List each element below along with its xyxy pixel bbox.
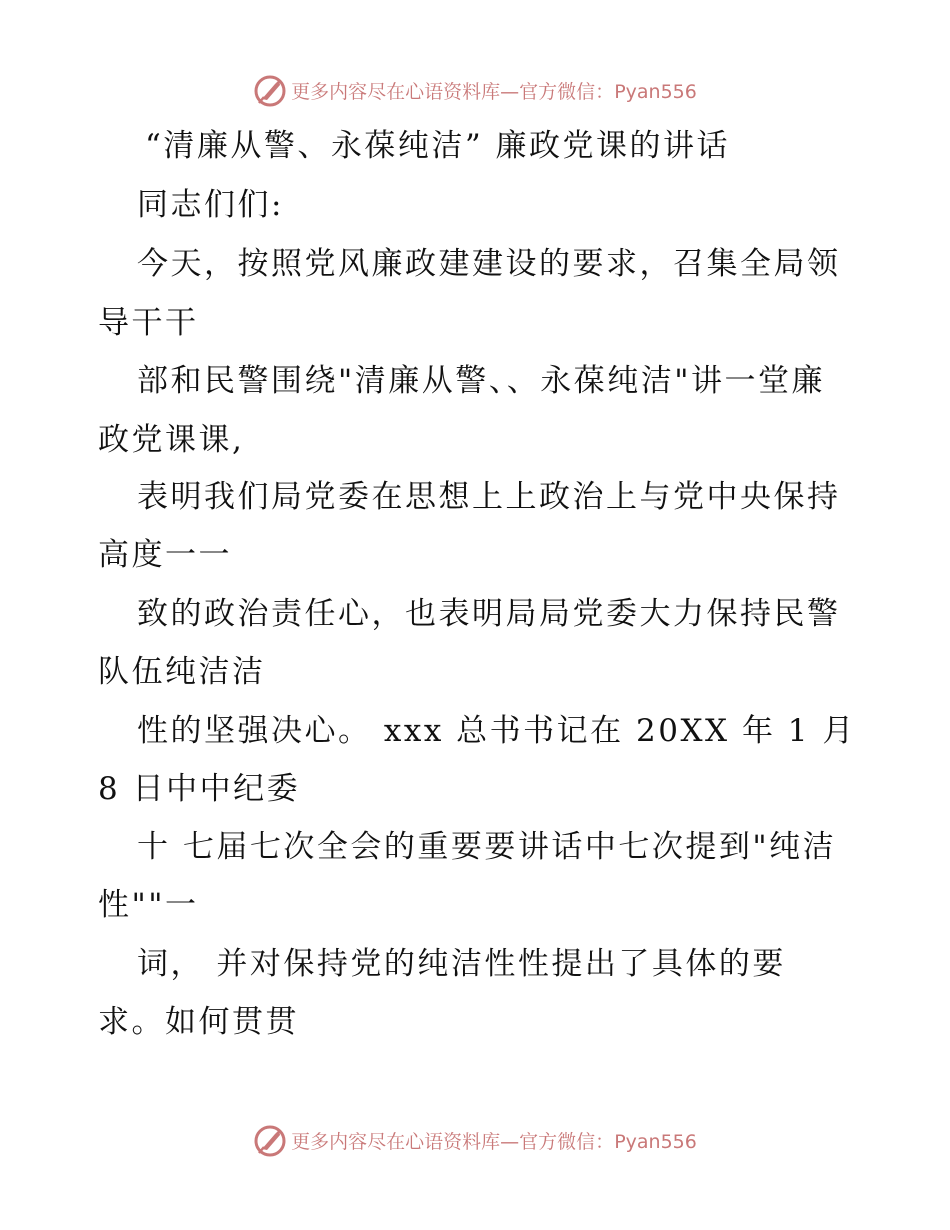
text-line: 今天，按照党风廉政建建设的要求，召集全局领 xyxy=(137,246,841,282)
text-line: 十 七届七次全会的重要要讲话中七次提到"纯洁 xyxy=(137,829,837,865)
footer-watermark xyxy=(0,1120,950,1160)
text-line: 政党课课, xyxy=(98,422,245,458)
text-line: 性""一 xyxy=(98,887,199,923)
text-line: 导干干 xyxy=(98,305,199,341)
text-line: 队伍纯洁洁 xyxy=(98,654,266,690)
text-line: 高度一一 xyxy=(98,537,232,573)
watermark-text: 更多内容尽在心语资料库—官方微信：Pyan556 xyxy=(291,1130,697,1153)
text-line: 表明我们局党委在思想上上政治上与党中央保持 xyxy=(137,479,841,515)
watermark-text: 更多内容尽在心语资料库—官方微信：Pyan556 xyxy=(291,80,697,103)
text-line: 求。如何贯贯 xyxy=(98,1004,299,1040)
text-line: 性的坚强决心。 xxx 总书书记在 20XX 年 1 月 xyxy=(137,713,856,749)
text-line: 8 日中中纪委 xyxy=(98,771,301,807)
document-title: “清廉从警、永葆纯洁” 廉政党课的讲话 xyxy=(145,128,731,164)
pen-logo-icon xyxy=(253,1123,287,1157)
greeting: 同志们们: xyxy=(137,187,284,223)
text-line: 部和民警围绕"清廉从警、、永葆纯洁"讲一堂廉 xyxy=(137,363,826,399)
text-line: 词， 并对保持党的纯洁性性提出了具体的要 xyxy=(137,946,786,982)
text-line: 致的政治责任心，也表明局局党委大力保持民警 xyxy=(137,596,841,632)
